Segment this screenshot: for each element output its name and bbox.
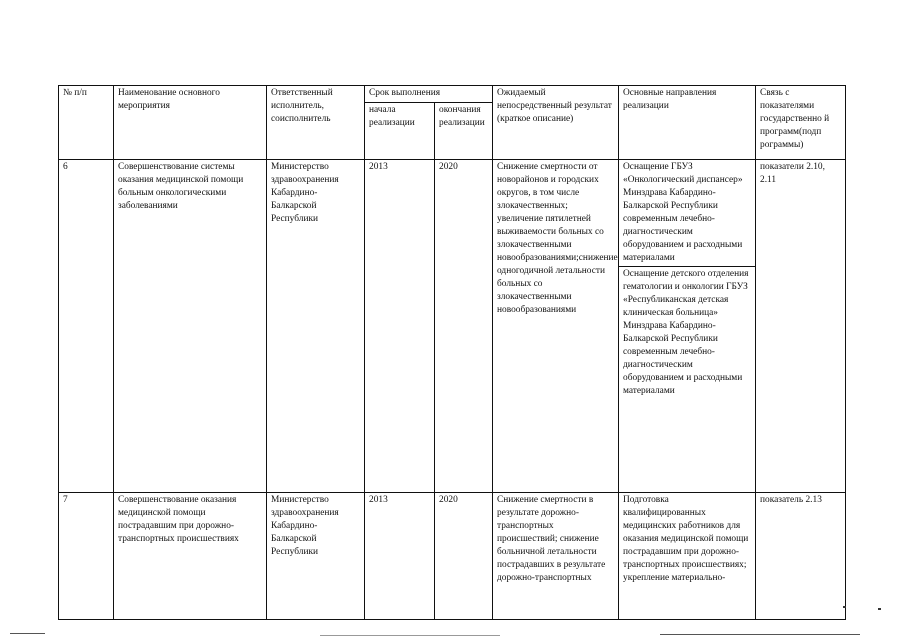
header-term: Срок выполнения	[365, 86, 493, 103]
header-row	[59, 86, 846, 103]
activities-table	[58, 85, 846, 620]
row-name: Совершенствование системы оказания медицинской помощи больным онкологическими заболеваниями	[114, 160, 267, 493]
header-result: Ожидаемый непосредственный результат (краткое описание)	[493, 86, 619, 160]
table-row	[59, 493, 846, 620]
scan-speck	[843, 606, 846, 608]
row-name: Совершенствование оказания медицинской помощи пострадавшим при дорожно-транспортных происшествиях	[114, 493, 267, 620]
row-end: 2020	[435, 493, 493, 620]
header-directions: Основные направления реализации	[619, 86, 756, 160]
table-row	[59, 160, 846, 493]
header-term-start: начала реализации	[365, 103, 435, 160]
row-num: 6	[59, 160, 114, 493]
direction-item: Оснащение ГБУЗ «Онкологический диспансер» Минздрава Кабардино-Балкарской Республики современным лечебно-диагностическим оборудованием и расходными материалами	[619, 160, 755, 267]
header-link: Связь с показателями государственно й программ(подп рограммы)	[756, 86, 846, 160]
row-responsible: Министерство здравоохранения Кабардино-Балкарской Республики	[267, 493, 365, 620]
row-link: показатели 2.10, 2.11	[756, 160, 846, 493]
row-link: показатель 2.13	[756, 493, 846, 620]
row-end: 2020	[435, 160, 493, 493]
header-num: № п/п	[59, 86, 114, 160]
row-result: Снижение смертности в результате дорожно-транспортных происшествий; снижение больничной летальности пострадавших в результате дорожно-транспортных	[493, 493, 619, 620]
row-directions	[619, 160, 756, 493]
row-responsible: Министерство здравоохранения Кабардино-Балкарской Республики	[267, 160, 365, 493]
scan-edge-marks	[0, 630, 905, 640]
scan-speck	[878, 608, 881, 610]
direction-item: Оснащение детского отделения гематологии и онкологии ГБУЗ «Республиканская детская клиническая больница» Минздрава Кабардино-Балкарской Республики современным лечебно-диагностическим оборудованием и расходными материалами	[623, 269, 749, 396]
header-name: Наименование основного мероприятия	[114, 86, 267, 160]
row-result: Снижение смертности от новорайонов и городских округов, в том числе злокачественных; увеличение пятилетней выживаемости больных со злокачественными новообразованиями;снижение одногодичной летальности больных со злокачественными новообразованиями	[493, 160, 619, 493]
row-start: 2013	[365, 160, 435, 493]
header-responsible: Ответственный исполнитель, соисполнитель	[267, 86, 365, 160]
row-start: 2013	[365, 493, 435, 620]
header-term-end: окончания реализации	[435, 103, 493, 160]
row-num: 7	[59, 493, 114, 620]
row-directions: Подготовка квалифицированных медицинских работников для оказания медицинской помощи пострадавшим при дорожно-транспортных происшествиях; укрепление материально-	[619, 493, 756, 620]
